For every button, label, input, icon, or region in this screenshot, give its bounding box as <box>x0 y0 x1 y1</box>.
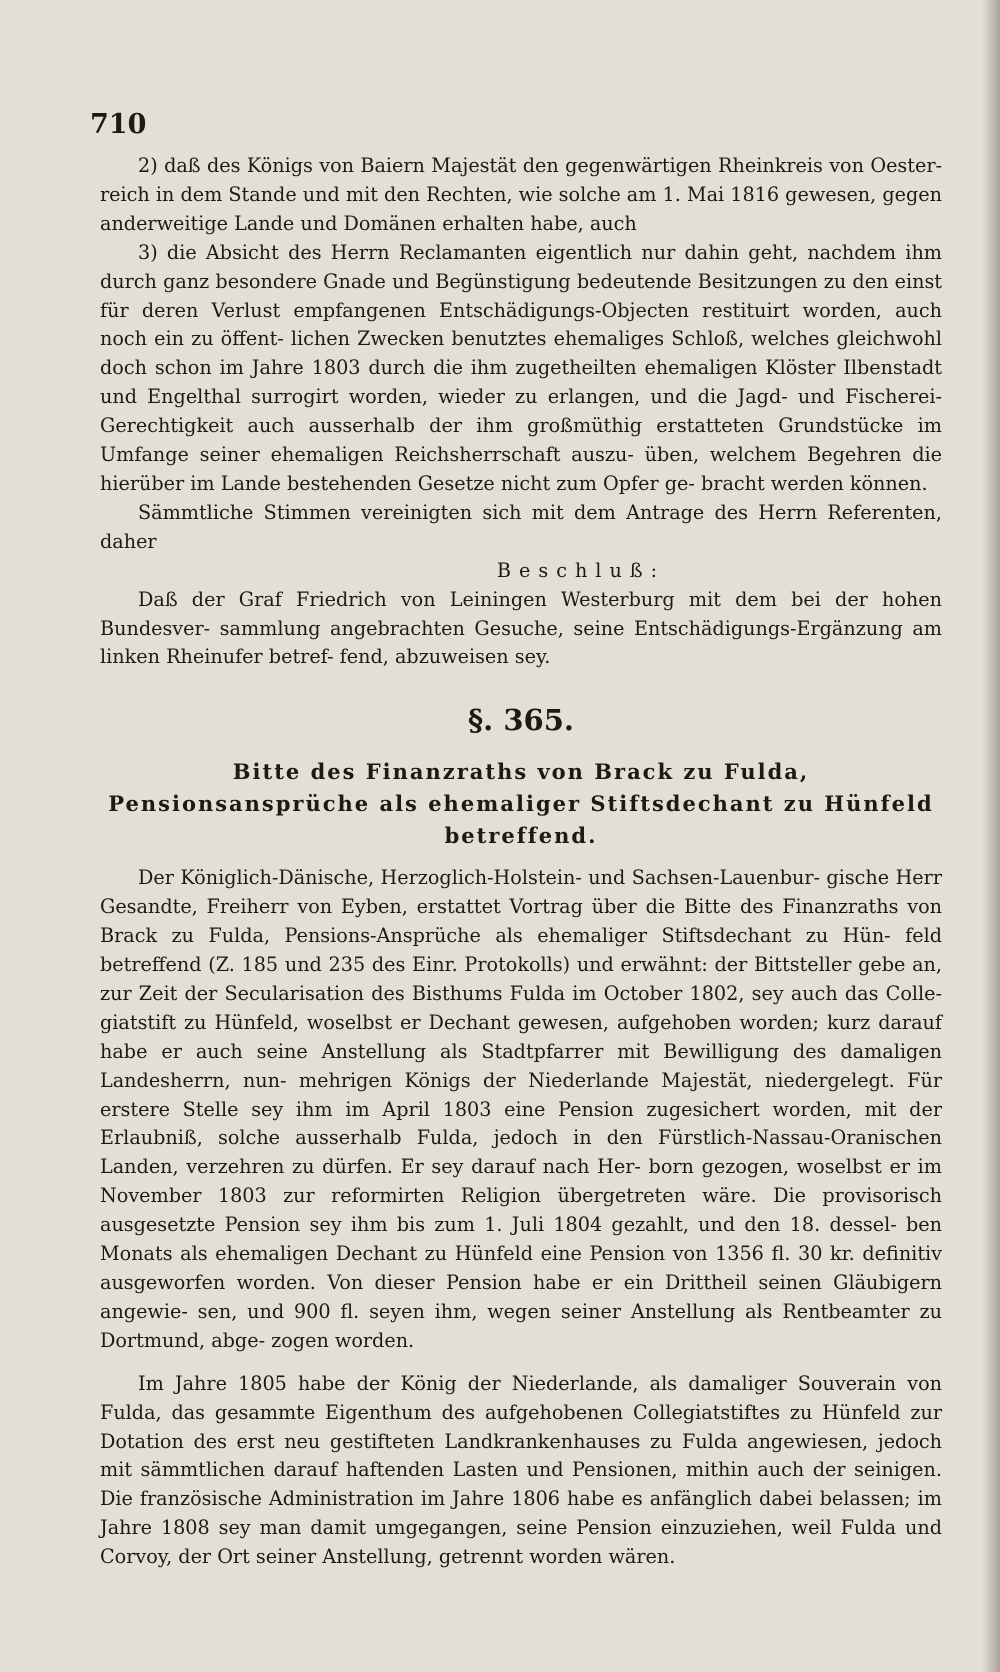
paragraph-point-2: 2) daß des Königs von Baiern Majestät den gegenwärtigen Rheinkreis von Oester- reich in dem Stande und mit den Rechten, wie solche am 1. Mai 1816 gewesen, gegen anderweitige Lande und Domänen erhalten habe, auch <box>100 154 942 235</box>
paragraph-vote: Sämmtliche Stimmen vereinigten sich mit dem Antrage des Herrn Referenten, daher <box>100 500 942 553</box>
section-heading: Bitte des Finanzraths von Brack zu Fulda, Pensionsansprüche als ehemaliger Stiftsdechant zu Hünfeld betreffend. <box>108 759 934 849</box>
section-number: §. 365. <box>468 703 574 738</box>
page-number: 710 <box>90 109 147 140</box>
paragraph-gap <box>100 1356 942 1370</box>
paragraph-report: Der Königlich-Dänische, Herzoglich-Holstein- und Sachsen-Lauenbur- gische Herr Gesandte, Freiherr von Eyben, erstattet Vortrag über die Bitte des Finanzraths von Brack zu Fulda, Pensions-Ansprüche als ehemaliger Stiftsdechant zu Hün- feld betreffend (Z. 185 und 235 des Einr. Protokolls) und erwähnt: der Bittsteller gebe an, zur Zeit der Secularisation des Bisthums Fulda im October 1802, sey auch das Colle- giatstift zu Hünfeld, woselbst er Dechant gewesen, aufgehoben worden; kurz darauf habe er auch seine Anstellung als Stadtpfarrer mit Bewilligung des damaligen Landesherrn, nun- mehrigen Königs der Niederlande Majestät, niedergelegt. Für erstere Stelle sey ihm im April 1803 eine Pension zugesichert worden, mit der Erlaubniß, solche ausserhalb Fulda, jedoch in den Fürstlich-Nassau-Oranischen Landen, verzehren zu dürfen. Er sey darauf nach Her- born gezogen, woselbst er im November 1803 zur reformirten Religion übergetreten wäre. Die provisorisch ausgesetzte Pension sey ihm bis zum 1. Juli 1804 gezahlt, und den 18. dessel- ben Monats als ehemaligen Dechant zu Hünfeld eine Pension von 1356 fl. 30 kr. definitiv ausgeworfen worden. Von dieser Pension habe er ein Drittheil seinen Gläubigern angewie- sen, und 900 fl. seyen ihm, wegen seiner Anstellung als Rentbeamter zu Dortmund, abge- zogen worden. <box>100 866 942 1352</box>
beschluss-label: Beschluß: <box>496 558 666 582</box>
paragraph-point-3: 3) die Absicht des Herrn Reclamanten eigentlich nur dahin geht, nachdem ihm durch ganz besondere Gnade und Begünstigung bedeutende Besitzungen zu den einst für deren Verlust empfangenen Entschädigungs-Objecten restituirt worden, auch noch ein zu öffent- lichen Zwecken benutztes ehemaliges Schloß, welches gleichwohl doch schon im Jahre 1803 durch die ihm zugetheilten ehemaligen Klöster Ilbenstadt und Engelthal surrogirt worden, wieder zu erlangen, und die Jagd- und Fischerei-Gerechtigkeit auch ausserhalb der ihm großmüthig erstatteten Grundstücke im Umfange seiner ehemaligen Reichsherrschaft auszu- üben, welchem Begehren die hierüber im Lande bestehenden Gesetze nicht zum Opfer ge- bracht werden können. <box>100 240 942 495</box>
beschluss-text: Daß der Graf Friedrich von Leiningen Westerburg mit dem bei der hohen Bundesver- sammlung angebrachten Gesuche, seine Entschädigungs-Ergänzung am linken Rheinufer betref- fend, abzuweisen sey. <box>100 587 942 669</box>
page-content <box>90 108 942 1572</box>
paragraph-1805: Im Jahre 1805 habe der König der Niederlande, als damaliger Souverain von Fulda, das gesammte Eigenthum des aufgehobenen Collegiatstiftes zu Hünfeld zur Dotation des erst neu gestifteten Landkrankenhauses zu Fulda angewiesen, jedoch mit sämmtlichen darauf haftenden Lasten und Pensionen, mithin auch der seinigen. Die französische Administration im Jahre 1806 habe es anfänglich dabei belassen; im Jahre 1808 sey man damit umgegangen, seine Pension einzuziehen, weil Fulda und Corvoy, der Ort seiner Anstellung, getrennt worden wären. <box>100 1371 942 1569</box>
